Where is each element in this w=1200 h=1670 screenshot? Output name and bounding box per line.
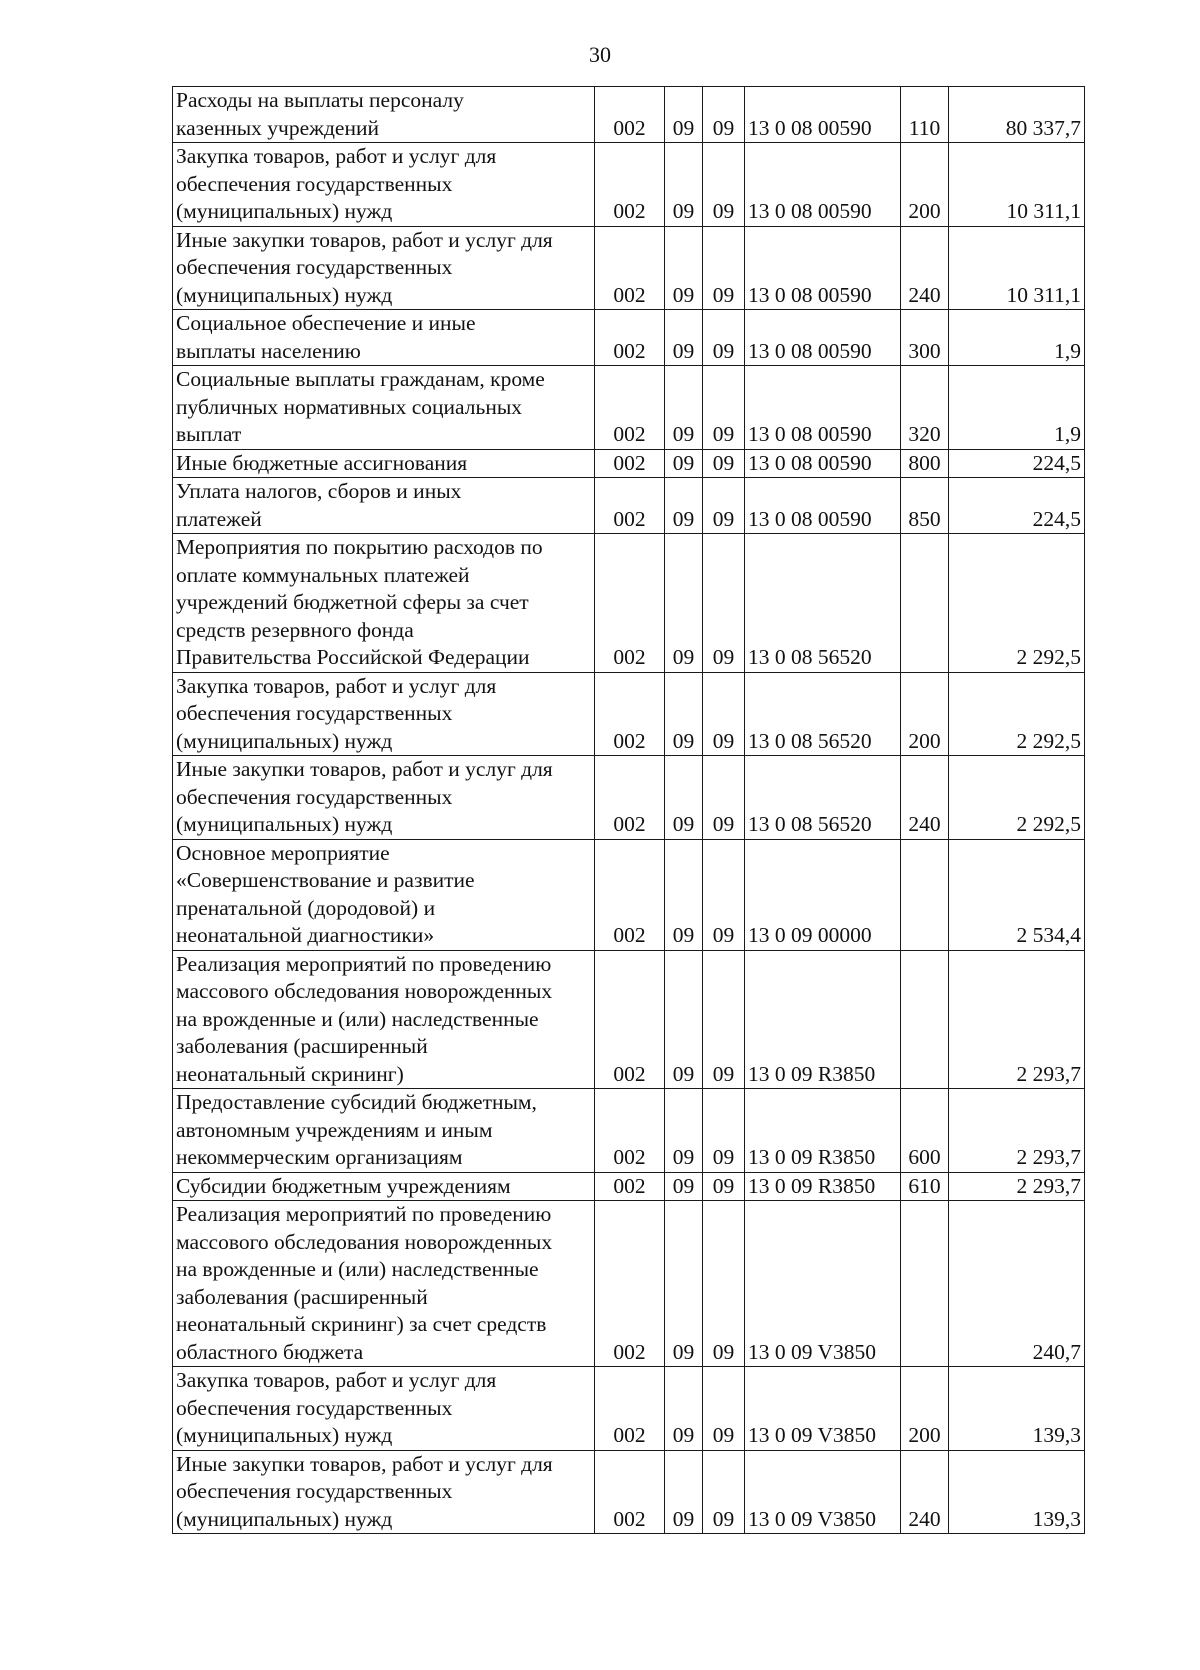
amount: 2 293,7 xyxy=(949,950,1085,1089)
grbs-code: 002 xyxy=(595,1172,665,1201)
grbs-code: 002 xyxy=(595,534,665,673)
expense-name-cell xyxy=(173,839,595,950)
table-row xyxy=(173,950,1085,1089)
subsection-code: 09 xyxy=(703,87,745,143)
grbs-code: 002 xyxy=(595,449,665,478)
expense-type-code xyxy=(901,534,949,673)
amount: 2 292,5 xyxy=(949,756,1085,840)
expense-name-cell xyxy=(173,478,595,534)
expense-name: Закупка товаров, работ и услуг для обеспечения государственных (муниципальных) нужд xyxy=(176,144,497,223)
table-row xyxy=(173,756,1085,840)
grbs-code: 002 xyxy=(595,310,665,366)
subsection-code: 09 xyxy=(703,143,745,227)
expense-type-code: 800 xyxy=(901,449,949,478)
target-article-code: 13 0 09 R3850 xyxy=(745,1172,901,1201)
target-article-code: 13 0 09 V3850 xyxy=(745,1367,901,1451)
grbs-code: 002 xyxy=(595,839,665,950)
expense-type-code: 110 xyxy=(901,87,949,143)
expense-type-code: 240 xyxy=(901,756,949,840)
expense-name-cell xyxy=(173,672,595,756)
table-row xyxy=(173,1172,1085,1201)
expense-name-cell xyxy=(173,534,595,673)
section-code: 09 xyxy=(665,756,703,840)
subsection-code: 09 xyxy=(703,310,745,366)
target-article-code: 13 0 09 V3850 xyxy=(745,1201,901,1367)
target-article-code: 13 0 08 00590 xyxy=(745,226,901,310)
grbs-code: 002 xyxy=(595,143,665,227)
amount: 10 311,1 xyxy=(949,143,1085,227)
target-article-code: 13 0 08 00590 xyxy=(745,310,901,366)
target-article-code: 13 0 09 R3850 xyxy=(745,950,901,1089)
table-row xyxy=(173,449,1085,478)
amount: 10 311,1 xyxy=(949,226,1085,310)
section-code: 09 xyxy=(665,1201,703,1367)
grbs-code: 002 xyxy=(595,1367,665,1451)
table-row xyxy=(173,478,1085,534)
amount: 224,5 xyxy=(949,478,1085,534)
subsection-code: 09 xyxy=(703,1367,745,1451)
expense-name-cell xyxy=(173,1450,595,1534)
expense-type-code: 320 xyxy=(901,366,949,450)
expense-name: Иные закупки товаров, работ и услуг для обеспечения государственных (муниципальных) нужд xyxy=(176,757,553,836)
expense-type-code: 200 xyxy=(901,1367,949,1451)
expense-name-cell xyxy=(173,226,595,310)
target-article-code: 13 0 08 00590 xyxy=(745,87,901,143)
expense-name-cell xyxy=(173,310,595,366)
expense-name: Уплата налогов, сборов и иных платежей xyxy=(176,479,462,531)
expense-name: Мероприятия по покрытию расходов по оплате коммунальных платежей учреждений бюджетной сферы за счет средств резервного фонда Правительства Российской Федерации xyxy=(176,535,543,669)
expense-name: Закупка товаров, работ и услуг для обеспечения государственных (муниципальных) нужд xyxy=(176,1368,497,1447)
amount: 1,9 xyxy=(949,310,1085,366)
expense-name-cell xyxy=(173,1201,595,1367)
target-article-code: 13 0 09 R3850 xyxy=(745,1089,901,1173)
amount: 1,9 xyxy=(949,366,1085,450)
section-code: 09 xyxy=(665,310,703,366)
grbs-code: 002 xyxy=(595,366,665,450)
expense-type-code: 600 xyxy=(901,1089,949,1173)
expense-name: Социальные выплаты гражданам, кроме публичных нормативных социальных выплат xyxy=(176,367,545,446)
section-code: 09 xyxy=(665,366,703,450)
grbs-code: 002 xyxy=(595,87,665,143)
expense-name: Реализация мероприятий по проведению массового обследования новорожденных на врожденные и (или) наследственные заболевания (расширенный неонатальный скрининг) xyxy=(176,951,553,1086)
expense-name: Реализация мероприятий по проведению массового обследования новорожденных на врожденные и (или) наследственные заболевания (расширенный неонатальный скрининг) за счет средств областного бюджета xyxy=(176,1202,553,1364)
section-code: 09 xyxy=(665,672,703,756)
amount: 2 293,7 xyxy=(949,1172,1085,1201)
amount: 240,7 xyxy=(949,1201,1085,1367)
expense-type-code xyxy=(901,950,949,1089)
table-row xyxy=(173,1089,1085,1173)
grbs-code: 002 xyxy=(595,1089,665,1173)
expense-type-code: 240 xyxy=(901,226,949,310)
expense-name-cell xyxy=(173,87,595,143)
target-article-code: 13 0 08 00590 xyxy=(745,478,901,534)
table-row xyxy=(173,1367,1085,1451)
expense-type-code: 610 xyxy=(901,1172,949,1201)
section-code: 09 xyxy=(665,449,703,478)
section-code: 09 xyxy=(665,1172,703,1201)
grbs-code: 002 xyxy=(595,226,665,310)
expense-name-cell xyxy=(173,366,595,450)
subsection-code: 09 xyxy=(703,1089,745,1173)
page-number: 30 xyxy=(589,42,611,67)
table-row xyxy=(173,143,1085,227)
target-article-code: 13 0 09 00000 xyxy=(745,839,901,950)
expense-name: Основное мероприятие «Совершенствование и развитие пренатальной (дородовой) и неонатальной диагностики» xyxy=(176,840,475,947)
expense-type-code: 200 xyxy=(901,143,949,227)
amount: 224,5 xyxy=(949,449,1085,478)
target-article-code: 13 0 08 56520 xyxy=(745,672,901,756)
expense-name: Иные бюджетные ассигнования xyxy=(176,450,468,475)
section-code: 09 xyxy=(665,1367,703,1451)
table-row xyxy=(173,839,1085,950)
section-code: 09 xyxy=(665,143,703,227)
table-row xyxy=(173,226,1085,310)
grbs-code: 002 xyxy=(595,1450,665,1534)
subsection-code: 09 xyxy=(703,839,745,950)
section-code: 09 xyxy=(665,226,703,310)
table-row xyxy=(173,1450,1085,1534)
amount: 2 292,5 xyxy=(949,672,1085,756)
expense-name-cell xyxy=(173,449,595,478)
subsection-code: 09 xyxy=(703,1201,745,1367)
section-code: 09 xyxy=(665,478,703,534)
amount: 139,3 xyxy=(949,1367,1085,1451)
expense-name-cell xyxy=(173,756,595,840)
table-row xyxy=(173,534,1085,673)
expense-type-code xyxy=(901,839,949,950)
table-row xyxy=(173,1201,1085,1367)
subsection-code: 09 xyxy=(703,226,745,310)
expense-type-code: 300 xyxy=(901,310,949,366)
expense-name: Расходы на выплаты персоналу казенных учреждений xyxy=(176,88,464,140)
table-row xyxy=(173,310,1085,366)
table-row xyxy=(173,87,1085,143)
budget-table xyxy=(172,86,1085,1534)
expense-name: Иные закупки товаров, работ и услуг для обеспечения государственных (муниципальных) нужд xyxy=(176,227,553,307)
expense-name-cell xyxy=(173,143,595,227)
expense-type-code: 200 xyxy=(901,672,949,756)
expense-type-code: 850 xyxy=(901,478,949,534)
grbs-code: 002 xyxy=(595,478,665,534)
target-article-code: 13 0 08 56520 xyxy=(745,534,901,673)
budget-table-body xyxy=(173,87,1085,1534)
grbs-code: 002 xyxy=(595,1201,665,1367)
target-article-code: 13 0 08 00590 xyxy=(745,366,901,450)
subsection-code: 09 xyxy=(703,1450,745,1534)
target-article-code: 13 0 08 00590 xyxy=(745,449,901,478)
amount: 139,3 xyxy=(949,1450,1085,1534)
section-code: 09 xyxy=(665,950,703,1089)
target-article-code: 13 0 09 V3850 xyxy=(745,1450,901,1534)
grbs-code: 002 xyxy=(595,950,665,1089)
expense-name-cell xyxy=(173,1172,595,1201)
expense-name: Субсидии бюджетным учреждениям xyxy=(176,1173,511,1198)
section-code: 09 xyxy=(665,839,703,950)
section-code: 09 xyxy=(665,534,703,673)
section-code: 09 xyxy=(665,1450,703,1534)
grbs-code: 002 xyxy=(595,756,665,840)
subsection-code: 09 xyxy=(703,950,745,1089)
target-article-code: 13 0 08 56520 xyxy=(745,756,901,840)
subsection-code: 09 xyxy=(703,534,745,673)
grbs-code: 002 xyxy=(595,672,665,756)
subsection-code: 09 xyxy=(703,1172,745,1201)
amount: 2 292,5 xyxy=(949,534,1085,673)
expense-name: Предоставление субсидий бюджетным, автономным учреждениям и иным некоммерческим организациям xyxy=(176,1090,537,1169)
subsection-code: 09 xyxy=(703,366,745,450)
expense-name: Иные закупки товаров, работ и услуг для обеспечения государственных (муниципальных) нужд xyxy=(176,1451,553,1531)
expense-type-code xyxy=(901,1201,949,1367)
section-code: 09 xyxy=(665,1089,703,1173)
subsection-code: 09 xyxy=(703,756,745,840)
table-row xyxy=(173,672,1085,756)
expense-type-code: 240 xyxy=(901,1450,949,1534)
subsection-code: 09 xyxy=(703,449,745,478)
expense-name: Социальное обеспечение и иные выплаты населению xyxy=(176,311,476,363)
amount: 2 293,7 xyxy=(949,1089,1085,1173)
subsection-code: 09 xyxy=(703,672,745,756)
amount: 80 337,7 xyxy=(949,87,1085,143)
expense-name-cell xyxy=(173,1089,595,1173)
subsection-code: 09 xyxy=(703,478,745,534)
expense-name-cell xyxy=(173,950,595,1089)
section-code: 09 xyxy=(665,87,703,143)
amount: 2 534,4 xyxy=(949,839,1085,950)
table-row xyxy=(173,366,1085,450)
target-article-code: 13 0 08 00590 xyxy=(745,143,901,227)
expense-name: Закупка товаров, работ и услуг для обеспечения государственных (муниципальных) нужд xyxy=(176,673,497,753)
expense-name-cell xyxy=(173,1367,595,1451)
